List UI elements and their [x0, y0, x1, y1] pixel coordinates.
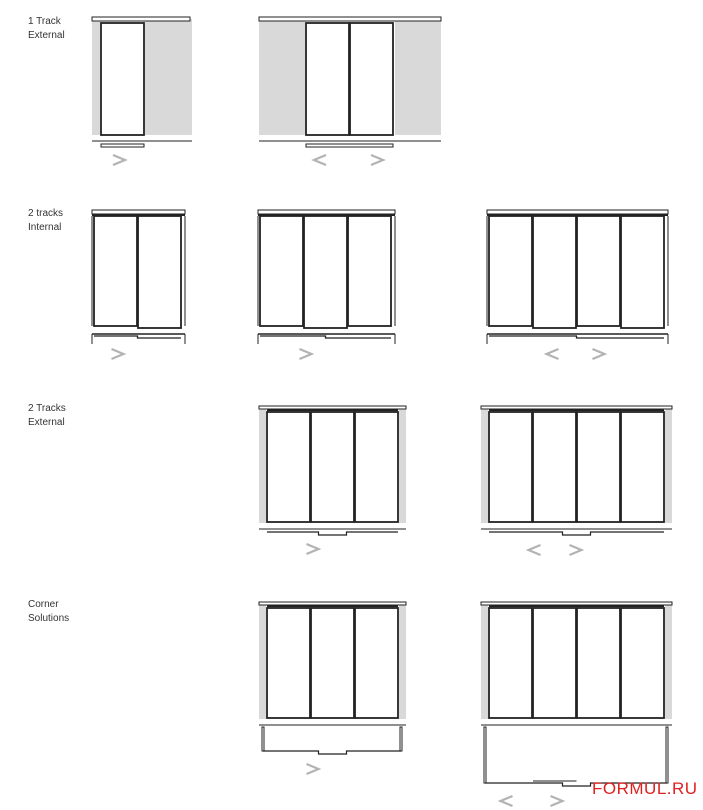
door-panel [533, 412, 576, 522]
corner-post [400, 727, 402, 751]
floor-guide [101, 144, 144, 147]
arrow-right [113, 155, 125, 165]
door-panel [355, 412, 398, 522]
door-panel [621, 608, 664, 718]
door-panel [621, 412, 664, 522]
wall-right [665, 407, 672, 523]
track-head [481, 602, 672, 605]
section-label-2-tracks-internal: 2 tracks Internal [28, 208, 64, 233]
wall-left [481, 407, 488, 523]
door-panel [304, 216, 347, 328]
floor-guide [306, 144, 393, 147]
arrow-left [547, 349, 559, 359]
door-panel [350, 23, 393, 135]
watermark: FORMUL.RU [592, 779, 698, 798]
arrow-right [570, 545, 582, 555]
section-label-1-track-external: 1 Track External [28, 16, 65, 41]
wall-left [481, 603, 488, 719]
track-head [259, 602, 406, 605]
arrow-left [529, 545, 541, 555]
arrow-right [593, 349, 605, 359]
door-panel [267, 412, 310, 522]
section-label-corner-solutions: Corner Solutions [28, 599, 70, 624]
door-panel [311, 412, 354, 522]
door-panel [101, 23, 144, 135]
door-panel [260, 216, 303, 326]
door-panel [355, 608, 398, 718]
floor-guide [260, 336, 391, 338]
wall-left [259, 19, 305, 135]
arrow-right [371, 155, 383, 165]
wall-left [259, 407, 266, 523]
door-panel [577, 412, 620, 522]
wall-right [665, 603, 672, 719]
door-panel [348, 216, 391, 326]
door-panel [577, 216, 620, 326]
wall-left [259, 603, 266, 719]
door-panel [533, 216, 576, 328]
wall-right [395, 19, 441, 135]
floor-guide [94, 336, 181, 338]
wall-left [92, 19, 100, 135]
track-head [487, 210, 668, 214]
door-panel [306, 23, 349, 135]
door-panel [94, 216, 137, 326]
corner-post [484, 727, 486, 783]
door-panel [621, 216, 664, 328]
arrow-left [314, 155, 326, 165]
section-label-2-tracks-external: 2 Tracks External [28, 403, 66, 428]
corner-post [262, 727, 264, 751]
door-panel [138, 216, 181, 328]
wall-right [399, 407, 406, 523]
arrow-right [551, 796, 563, 806]
floor-guide [263, 751, 401, 754]
arrow-right [307, 544, 319, 554]
track-head [258, 210, 395, 214]
floor-guide [267, 532, 398, 535]
track-head [92, 210, 185, 214]
floor-guide [489, 336, 664, 338]
corner-post [666, 727, 668, 783]
wall-right [399, 603, 406, 719]
door-panel [489, 412, 532, 522]
arrow-right [300, 349, 312, 359]
wall-right [145, 19, 192, 135]
arrow-left [501, 796, 513, 806]
door-panel [489, 216, 532, 326]
door-panel [267, 608, 310, 718]
track-head [259, 17, 441, 21]
door-panel [533, 608, 576, 718]
door-panel [489, 608, 532, 718]
walls [92, 19, 672, 719]
arrow-right [307, 764, 319, 774]
track-head [92, 17, 190, 21]
floor-guide [489, 532, 664, 535]
track-head [259, 406, 406, 409]
arrow-right [112, 349, 124, 359]
door-panel [577, 608, 620, 718]
track-head [481, 406, 672, 409]
door-panel [311, 608, 354, 718]
